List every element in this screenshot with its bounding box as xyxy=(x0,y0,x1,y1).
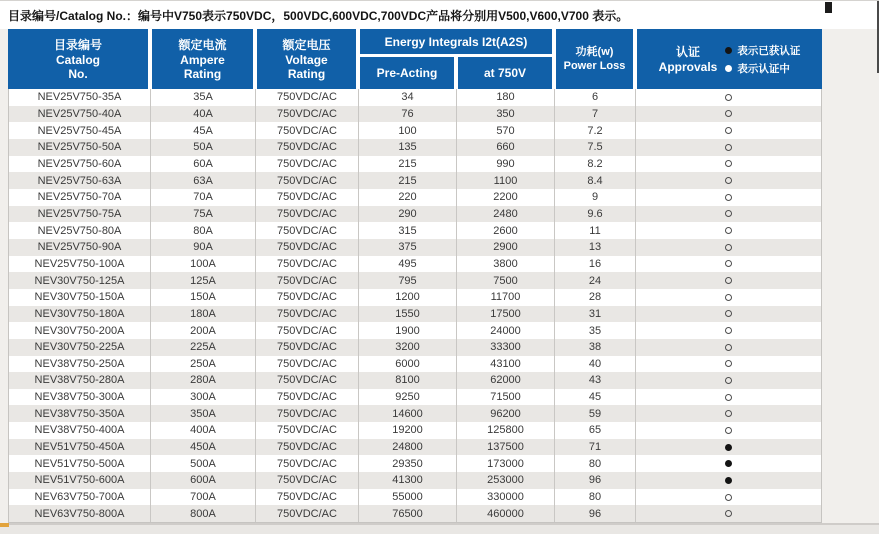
cell-at-750v-i2t: 350 xyxy=(457,106,555,123)
cell-voltage-rating: 750VDC/AC xyxy=(256,172,359,189)
cell-ampere-rating: 90A xyxy=(151,239,256,256)
header-power-loss xyxy=(556,29,633,89)
approval-status-icon xyxy=(725,327,732,334)
cell-approval xyxy=(636,106,821,123)
header-ampere-rating xyxy=(152,29,253,89)
header-catalog-zh: 目录编号 xyxy=(53,37,102,52)
cell-catalog-no: NEV30V750-125A xyxy=(9,272,151,289)
approval-status-icon xyxy=(725,160,732,167)
cell-approval xyxy=(636,322,821,339)
cell-at-750v-i2t: 660 xyxy=(457,139,555,156)
approval-status-icon xyxy=(725,260,732,267)
table-row xyxy=(9,239,821,256)
cell-ampere-rating: 125A xyxy=(151,272,256,289)
approval-status-icon xyxy=(725,310,732,317)
header-approvals-zh: 认证 xyxy=(675,44,700,59)
cell-pre-acting-i2t: 29350 xyxy=(359,455,457,472)
cell-ampere-rating: 75A xyxy=(151,206,256,223)
approval-status-icon xyxy=(725,477,732,484)
cell-voltage-rating: 750VDC/AC xyxy=(256,322,359,339)
cell-approval xyxy=(636,89,821,106)
cell-approval xyxy=(636,272,821,289)
table-row xyxy=(9,489,821,506)
header-catalog-en1: Catalog xyxy=(55,52,100,67)
cell-pre-acting-i2t: 76 xyxy=(359,106,457,123)
cell-power-loss: 80 xyxy=(555,455,636,472)
cell-pre-acting-i2t: 41300 xyxy=(359,472,457,489)
approval-status-icon xyxy=(725,294,732,301)
approval-status-icon xyxy=(725,244,732,251)
table-row xyxy=(9,89,821,106)
cell-ampere-rating: 800A xyxy=(151,505,256,522)
cell-ampere-rating: 200A xyxy=(151,322,256,339)
cell-voltage-rating: 750VDC/AC xyxy=(256,505,359,522)
cell-ampere-rating: 63A xyxy=(151,172,256,189)
table-body xyxy=(8,89,822,523)
cell-ampere-rating: 80A xyxy=(151,222,256,239)
cell-at-750v-i2t: 43100 xyxy=(457,356,555,373)
cell-at-750v-i2t: 2200 xyxy=(457,189,555,206)
legend-certified xyxy=(725,43,800,58)
cell-at-750v-i2t: 96200 xyxy=(457,405,555,422)
approval-status-icon xyxy=(725,194,732,201)
cell-power-loss: 7.5 xyxy=(555,139,636,156)
cell-at-750v-i2t: 137500 xyxy=(457,439,555,456)
cell-ampere-rating: 350A xyxy=(151,405,256,422)
table-row xyxy=(9,256,821,273)
table-row xyxy=(9,122,821,139)
cell-ampere-rating: 500A xyxy=(151,455,256,472)
cell-approval xyxy=(636,256,821,273)
cell-pre-acting-i2t: 215 xyxy=(359,172,457,189)
spec-table xyxy=(8,29,822,523)
cell-power-loss: 7 xyxy=(555,106,636,123)
cell-voltage-rating: 750VDC/AC xyxy=(256,256,359,273)
table-row xyxy=(9,189,821,206)
cell-at-750v-i2t: 460000 xyxy=(457,505,555,522)
cell-catalog-no: NEV38V750-300A xyxy=(9,389,151,406)
cell-pre-acting-i2t: 100 xyxy=(359,122,457,139)
cell-pre-acting-i2t: 24800 xyxy=(359,439,457,456)
cell-power-loss: 28 xyxy=(555,289,636,306)
cell-catalog-no: NEV25V750-50A xyxy=(9,139,151,156)
approval-status-icon xyxy=(725,360,732,367)
cell-catalog-no: NEV25V750-40A xyxy=(9,106,151,123)
cell-at-750v-i2t: 62000 xyxy=(457,372,555,389)
cell-approval xyxy=(636,389,821,406)
header-voltage-en1: Voltage xyxy=(285,52,328,67)
legend-certified-label: 表示已获认证 xyxy=(737,44,801,57)
cell-catalog-no: NEV25V750-100A xyxy=(9,256,151,273)
cell-at-750v-i2t: 2600 xyxy=(457,222,555,239)
cell-power-loss: 35 xyxy=(555,322,636,339)
page-bottom-strip xyxy=(0,523,879,534)
table-row xyxy=(9,356,821,373)
cell-voltage-rating: 750VDC/AC xyxy=(256,139,359,156)
cell-pre-acting-i2t: 1200 xyxy=(359,289,457,306)
cell-approval xyxy=(636,422,821,439)
cell-power-loss: 16 xyxy=(555,256,636,273)
cell-catalog-no: NEV38V750-350A xyxy=(9,405,151,422)
cell-pre-acting-i2t: 315 xyxy=(359,222,457,239)
cell-voltage-rating: 750VDC/AC xyxy=(256,222,359,239)
cell-ampere-rating: 180A xyxy=(151,306,256,323)
cell-catalog-no: NEV25V750-80A xyxy=(9,222,151,239)
page-corner-mark xyxy=(825,2,832,13)
header-power-zh: 功耗(w) xyxy=(575,46,614,58)
approval-status-icon xyxy=(725,210,732,217)
cell-ampere-rating: 60A xyxy=(151,156,256,173)
header-approvals xyxy=(637,29,822,89)
cell-ampere-rating: 50A xyxy=(151,139,256,156)
cell-ampere-rating: 45A xyxy=(151,122,256,139)
cell-voltage-rating: 750VDC/AC xyxy=(256,389,359,406)
table-row xyxy=(9,222,821,239)
cell-power-loss: 7.2 xyxy=(555,122,636,139)
cell-approval xyxy=(636,489,821,506)
cell-catalog-no: NEV38V750-280A xyxy=(9,372,151,389)
cell-catalog-no: NEV25V750-63A xyxy=(9,172,151,189)
table-caption: 目录编号/Catalog No.：编号中V750表示750VDC，500VDC,600VDC,700VDC产品将分别用V500,V600,V700 表示。 xyxy=(8,8,629,23)
cell-power-loss: 24 xyxy=(555,272,636,289)
cell-approval xyxy=(636,222,821,239)
header-ampere-zh: 额定电流 xyxy=(178,37,227,52)
cell-catalog-no: NEV63V750-800A xyxy=(9,505,151,522)
approval-status-icon xyxy=(725,377,732,384)
cell-approval xyxy=(636,156,821,173)
cell-power-loss: 9 xyxy=(555,189,636,206)
certified-dot-icon xyxy=(725,47,732,54)
cell-approval xyxy=(636,455,821,472)
cell-voltage-rating: 750VDC/AC xyxy=(256,489,359,506)
cell-ampere-rating: 225A xyxy=(151,339,256,356)
cell-voltage-rating: 750VDC/AC xyxy=(256,289,359,306)
cell-catalog-no: NEV38V750-250A xyxy=(9,356,151,373)
cell-approval xyxy=(636,206,821,223)
cell-pre-acting-i2t: 795 xyxy=(359,272,457,289)
approval-status-icon xyxy=(725,460,732,467)
header-voltage-en2: Rating xyxy=(287,66,326,81)
cell-catalog-no: NEV30V750-200A xyxy=(9,322,151,339)
table-row xyxy=(9,322,821,339)
cell-power-loss: 65 xyxy=(555,422,636,439)
header-energy-integrals-group xyxy=(360,29,552,89)
cell-at-750v-i2t: 2900 xyxy=(457,239,555,256)
cell-voltage-rating: 750VDC/AC xyxy=(256,439,359,456)
table-row xyxy=(9,206,821,223)
cell-at-750v-i2t: 330000 xyxy=(457,489,555,506)
cell-power-loss: 8.4 xyxy=(555,172,636,189)
cell-voltage-rating: 750VDC/AC xyxy=(256,405,359,422)
cell-approval xyxy=(636,306,821,323)
cell-catalog-no: NEV30V750-150A xyxy=(9,289,151,306)
cell-ampere-rating: 100A xyxy=(151,256,256,273)
cell-ampere-rating: 40A xyxy=(151,106,256,123)
accent-bar xyxy=(0,523,9,527)
cell-power-loss: 6 xyxy=(555,89,636,106)
table-row xyxy=(9,172,821,189)
cell-power-loss: 40 xyxy=(555,356,636,373)
cell-ampere-rating: 280A xyxy=(151,372,256,389)
cell-at-750v-i2t: 180 xyxy=(457,89,555,106)
cell-approval xyxy=(636,505,821,522)
cell-pre-acting-i2t: 495 xyxy=(359,256,457,273)
cell-catalog-no: NEV30V750-225A xyxy=(9,339,151,356)
cell-approval xyxy=(636,239,821,256)
cell-pre-acting-i2t: 55000 xyxy=(359,489,457,506)
cell-power-loss: 59 xyxy=(555,405,636,422)
table-row xyxy=(9,405,821,422)
cell-approval xyxy=(636,472,821,489)
cell-approval xyxy=(636,122,821,139)
cell-pre-acting-i2t: 1900 xyxy=(359,322,457,339)
cell-power-loss: 9.6 xyxy=(555,206,636,223)
cell-at-750v-i2t: 570 xyxy=(457,122,555,139)
header-catalog-no xyxy=(8,29,148,89)
cell-voltage-rating: 750VDC/AC xyxy=(256,189,359,206)
cell-at-750v-i2t: 1100 xyxy=(457,172,555,189)
table-row xyxy=(9,372,821,389)
table-row xyxy=(9,439,821,456)
cell-catalog-no: NEV25V750-45A xyxy=(9,122,151,139)
table-row xyxy=(9,139,821,156)
cell-ampere-rating: 70A xyxy=(151,189,256,206)
cell-power-loss: 13 xyxy=(555,239,636,256)
header-ampere-en1: Ampere xyxy=(180,52,225,67)
cell-at-750v-i2t: 33300 xyxy=(457,339,555,356)
cell-approval xyxy=(636,189,821,206)
cell-voltage-rating: 750VDC/AC xyxy=(256,239,359,256)
cell-pre-acting-i2t: 34 xyxy=(359,89,457,106)
cell-approval xyxy=(636,405,821,422)
table-row xyxy=(9,389,821,406)
table-row xyxy=(9,289,821,306)
cell-at-750v-i2t: 7500 xyxy=(457,272,555,289)
cell-at-750v-i2t: 17500 xyxy=(457,306,555,323)
cell-pre-acting-i2t: 220 xyxy=(359,189,457,206)
cell-ampere-rating: 300A xyxy=(151,389,256,406)
cell-catalog-no: NEV38V750-400A xyxy=(9,422,151,439)
cell-power-loss: 45 xyxy=(555,389,636,406)
cell-power-loss: 43 xyxy=(555,372,636,389)
cell-voltage-rating: 750VDC/AC xyxy=(256,422,359,439)
approval-status-icon xyxy=(725,494,732,501)
table-row xyxy=(9,306,821,323)
cell-ampere-rating: 250A xyxy=(151,356,256,373)
cell-catalog-no: NEV30V750-180A xyxy=(9,306,151,323)
header-power-en1: Power Loss xyxy=(563,60,626,72)
cell-voltage-rating: 750VDC/AC xyxy=(256,89,359,106)
cell-approval xyxy=(636,372,821,389)
cell-power-loss: 96 xyxy=(555,505,636,522)
header-catalog-en2: No. xyxy=(68,66,88,81)
legend-pending-label: 表示认证中 xyxy=(737,62,790,75)
cell-approval xyxy=(636,289,821,306)
cell-ampere-rating: 700A xyxy=(151,489,256,506)
cell-voltage-rating: 750VDC/AC xyxy=(256,356,359,373)
approval-status-icon xyxy=(725,427,732,434)
cell-catalog-no: NEV25V750-90A xyxy=(9,239,151,256)
cell-approval xyxy=(636,439,821,456)
cell-pre-acting-i2t: 215 xyxy=(359,156,457,173)
approval-status-icon xyxy=(725,394,732,401)
cell-at-750v-i2t: 3800 xyxy=(457,256,555,273)
cell-at-750v-i2t: 253000 xyxy=(457,472,555,489)
table-row xyxy=(9,156,821,173)
header-ampere-en2: Rating xyxy=(183,66,222,81)
cell-pre-acting-i2t: 1550 xyxy=(359,306,457,323)
cell-power-loss: 80 xyxy=(555,489,636,506)
cell-voltage-rating: 750VDC/AC xyxy=(256,206,359,223)
cell-pre-acting-i2t: 3200 xyxy=(359,339,457,356)
cell-at-750v-i2t: 71500 xyxy=(457,389,555,406)
approval-status-icon xyxy=(725,127,732,134)
cell-pre-acting-i2t: 6000 xyxy=(359,356,457,373)
cell-ampere-rating: 150A xyxy=(151,289,256,306)
header-pre-acting: Pre-Acting xyxy=(360,57,454,89)
table-row xyxy=(9,505,821,522)
cell-pre-acting-i2t: 76500 xyxy=(359,505,457,522)
header-energy-integrals: Energy Integrals I2t(A2S) xyxy=(360,29,552,54)
cell-ampere-rating: 450A xyxy=(151,439,256,456)
table-caption-bar xyxy=(0,1,879,29)
approval-status-icon xyxy=(725,227,732,234)
cell-voltage-rating: 750VDC/AC xyxy=(256,339,359,356)
cell-voltage-rating: 750VDC/AC xyxy=(256,372,359,389)
cell-at-750v-i2t: 173000 xyxy=(457,455,555,472)
table-row xyxy=(9,339,821,356)
cell-voltage-rating: 750VDC/AC xyxy=(256,455,359,472)
cell-ampere-rating: 35A xyxy=(151,89,256,106)
cell-power-loss: 96 xyxy=(555,472,636,489)
pending-dot-icon xyxy=(725,65,732,72)
approval-status-icon xyxy=(725,277,732,284)
cell-approval xyxy=(636,356,821,373)
cell-pre-acting-i2t: 375 xyxy=(359,239,457,256)
cell-catalog-no: NEV25V750-75A xyxy=(9,206,151,223)
cell-pre-acting-i2t: 14600 xyxy=(359,405,457,422)
approval-status-icon xyxy=(725,344,732,351)
cell-voltage-rating: 750VDC/AC xyxy=(256,122,359,139)
approval-status-icon xyxy=(725,110,732,117)
cell-pre-acting-i2t: 135 xyxy=(359,139,457,156)
cell-catalog-no: NEV63V750-700A xyxy=(9,489,151,506)
approval-status-icon xyxy=(725,94,732,101)
header-approvals-en1: Approvals xyxy=(658,59,718,74)
cell-power-loss: 31 xyxy=(555,306,636,323)
cell-pre-acting-i2t: 8100 xyxy=(359,372,457,389)
table-row xyxy=(9,106,821,123)
cell-at-750v-i2t: 11700 xyxy=(457,289,555,306)
table-row xyxy=(9,455,821,472)
cell-catalog-no: NEV25V750-35A xyxy=(9,89,151,106)
approval-status-icon xyxy=(725,410,732,417)
cell-at-750v-i2t: 2480 xyxy=(457,206,555,223)
header-at-750v: at 750V xyxy=(458,57,552,89)
table-header xyxy=(8,29,822,89)
cell-pre-acting-i2t: 9250 xyxy=(359,389,457,406)
cell-catalog-no: NEV51V750-600A xyxy=(9,472,151,489)
cell-power-loss: 38 xyxy=(555,339,636,356)
header-voltage-zh: 额定电压 xyxy=(282,37,331,52)
approval-status-icon xyxy=(725,510,732,517)
cell-catalog-no: NEV25V750-70A xyxy=(9,189,151,206)
cell-approval xyxy=(636,139,821,156)
cell-voltage-rating: 750VDC/AC xyxy=(256,472,359,489)
header-voltage-rating xyxy=(257,29,356,89)
approval-status-icon xyxy=(725,444,732,451)
cell-voltage-rating: 750VDC/AC xyxy=(256,306,359,323)
cell-voltage-rating: 750VDC/AC xyxy=(256,156,359,173)
cell-catalog-no: NEV51V750-450A xyxy=(9,439,151,456)
cell-at-750v-i2t: 24000 xyxy=(457,322,555,339)
table-row xyxy=(9,422,821,439)
cell-ampere-rating: 600A xyxy=(151,472,256,489)
cell-power-loss: 71 xyxy=(555,439,636,456)
cell-catalog-no: NEV25V750-60A xyxy=(9,156,151,173)
approvals-legend xyxy=(725,43,800,76)
cell-catalog-no: NEV51V750-500A xyxy=(9,455,151,472)
approval-status-icon xyxy=(725,177,732,184)
approval-status-icon xyxy=(725,144,732,151)
cell-at-750v-i2t: 125800 xyxy=(457,422,555,439)
cell-voltage-rating: 750VDC/AC xyxy=(256,272,359,289)
table-row xyxy=(9,472,821,489)
cell-at-750v-i2t: 990 xyxy=(457,156,555,173)
cell-voltage-rating: 750VDC/AC xyxy=(256,106,359,123)
cell-approval xyxy=(636,339,821,356)
cell-pre-acting-i2t: 290 xyxy=(359,206,457,223)
cell-power-loss: 11 xyxy=(555,222,636,239)
table-row xyxy=(9,272,821,289)
cell-ampere-rating: 400A xyxy=(151,422,256,439)
cell-pre-acting-i2t: 19200 xyxy=(359,422,457,439)
cell-approval xyxy=(636,172,821,189)
cell-power-loss: 8.2 xyxy=(555,156,636,173)
legend-pending xyxy=(725,61,800,76)
